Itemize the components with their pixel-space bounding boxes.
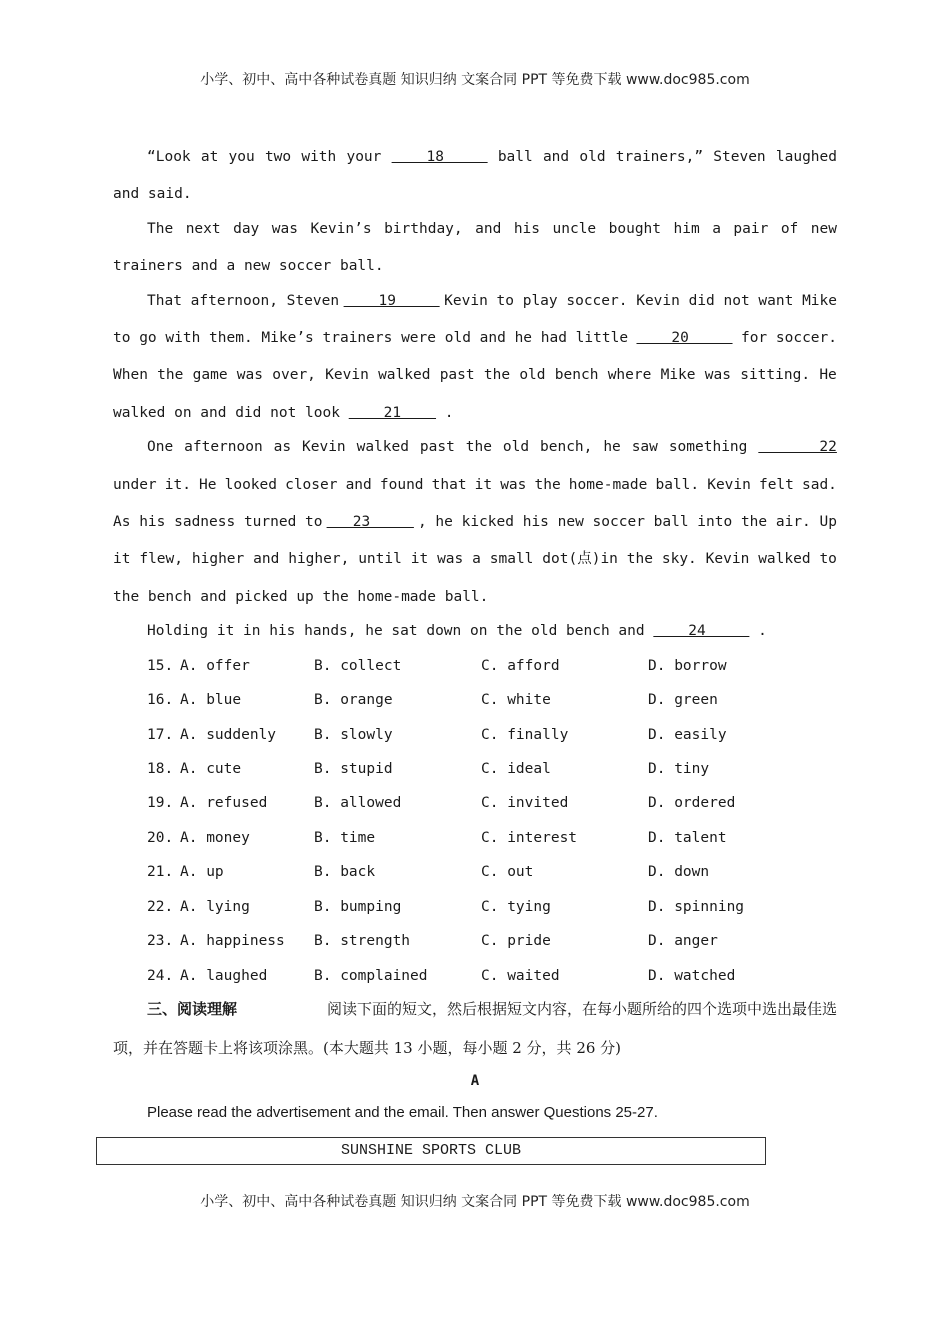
blank-23: 23 — [326, 514, 414, 530]
page-header: 小学、初中、高中各种试卷真题 知识归纳 文案合同 PPT 等免费下载 www.doc985.com — [200, 72, 750, 88]
passage-line-13: the bench and picked up the home-made ball. — [113, 589, 489, 605]
section-title: 三、阅读理解 — [147, 1000, 238, 1018]
reading-instruction-line-1: 三、阅读理解 阅读下面的短文，然后根据短文内容，在每小题所给的四个选项中选出最佳选 — [147, 1000, 837, 1018]
passage-line-2: and said. — [113, 186, 192, 202]
reading-prompt: Please read the advertisement and the email. Then answer Questions 25-27. — [147, 1104, 658, 1121]
advertisement-box — [96, 1137, 766, 1165]
passage-line-1: “Look at you two with your 18 ball and old trainers,” Steven laughed — [147, 149, 837, 165]
blank-24: 24 — [653, 623, 750, 639]
part-heading: A — [470, 1073, 480, 1089]
passage-line-14: Holding it in his hands, he sat down on the old bench and 24 . — [147, 623, 767, 639]
passage-line-7: When the game was over, Kevin walked past the old bench where Mike was sitting. He — [113, 367, 837, 383]
blank-20: 20 — [636, 330, 733, 346]
passage-line-10: under it. He looked closer and found that it was the home-made ball. Kevin felt sad. — [113, 477, 837, 493]
passage-line-12: it flew, higher and higher, until it was a small dot(点)in the sky. Kevin walked to — [113, 551, 837, 567]
passage-line-6: to go with them. Mike’s trainers were old and he had little 20 for soccer. — [113, 330, 837, 346]
passage-line-3: The next day was Kevin’s birthday, and his uncle bought him a pair of new — [147, 221, 837, 237]
blank-19: 19 — [343, 293, 440, 309]
passage-line-8: walked on and did not look 21 . — [113, 405, 454, 421]
passage-line-5: That afternoon, Steven 19 Kevin to play soccer. Kevin did not want Mike — [147, 293, 837, 309]
page-footer: 小学、初中、高中各种试卷真题 知识归纳 文案合同 PPT 等免费下载 www.doc985.com — [200, 1194, 750, 1210]
passage-line-11: As his sadness turned to 23 , he kicked his new soccer ball into the air. Up — [113, 514, 837, 530]
blank-22: 22 — [758, 439, 837, 455]
passage-line-9: One afternoon as Kevin walked past the old bench, he saw something 22 — [147, 439, 837, 455]
passage-line-4: trainers and a new soccer ball. — [113, 258, 384, 274]
advertisement-title: SUNSHINE SPORTS CLUB — [340, 1142, 522, 1159]
reading-instruction-line-2: 项，并在答题卡上将该项涂黑。(本大题共 13 小题，每小题 2 分，共 26 分) — [113, 1039, 622, 1057]
blank-21: 21 — [348, 405, 437, 421]
blank-18: 18 — [391, 149, 488, 165]
